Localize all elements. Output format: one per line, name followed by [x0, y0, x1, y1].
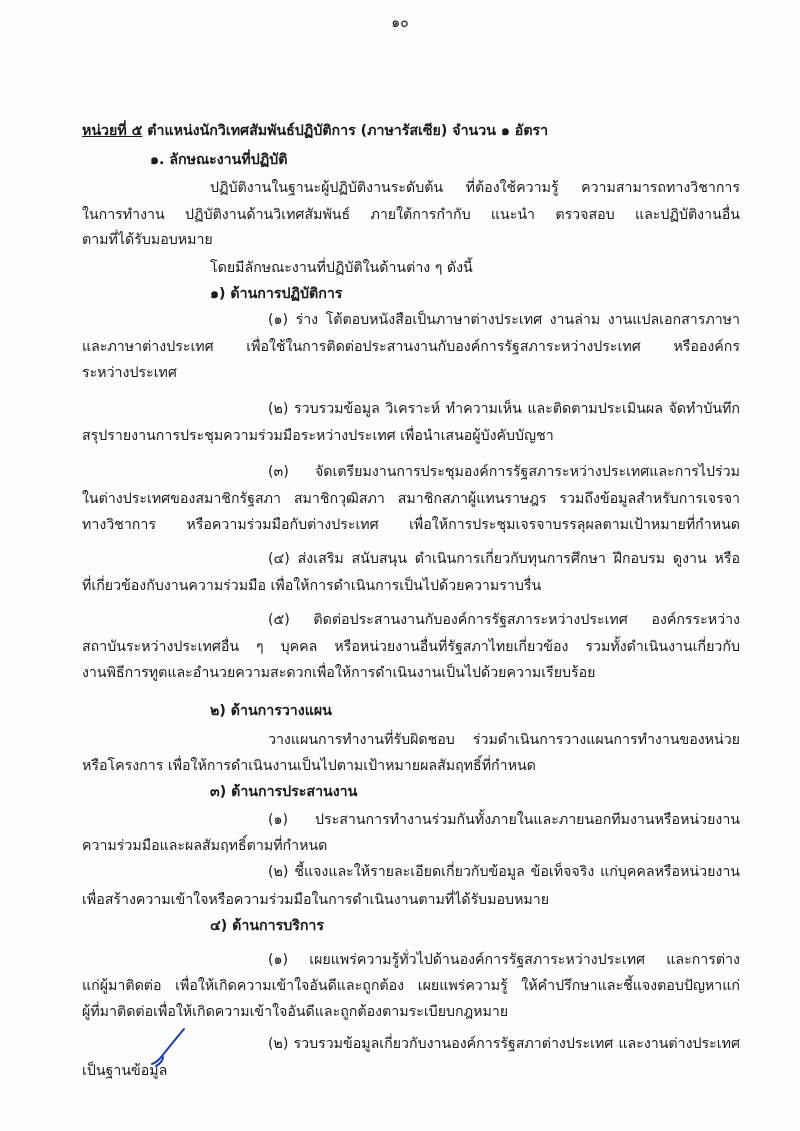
subsection-heading: ๒) ด้านการวางแผน: [210, 703, 332, 719]
subsection-heading: ๑) ด้านการปฏิบัติการ: [210, 286, 343, 302]
signature-mark: [150, 1026, 190, 1068]
text-line: (๑) เผยแพร่ความรู้ทั่วไปด้านองค์การรัฐสภาระหว่างประเทศ และการต่าง: [268, 952, 740, 968]
text-line: วางแผนการทำงานที่รับผิดชอบ ร่วมดำเนินการวางแผนการทำงานของหน่วย: [268, 732, 740, 748]
text-line: ตามที่ได้รับมอบหมาย: [82, 232, 213, 248]
text-line: ความร่วมมือและผลสัมฤทธิ์ตามที่กำหนด: [82, 838, 328, 854]
text-line: ผู้ที่มาติดต่อเพื่อให้เกิดความเข้าใจอันดีและถูกต้องตามระเบียบกฎหมาย: [82, 1004, 509, 1020]
text-line: หรือโครงการ เพื่อให้การดำเนินงานเป็นไปตามเป้าหมายผลสัมฤทธิ์ที่กำหนด: [82, 758, 536, 774]
text-line: (๑) ประสานการทำงานร่วมกันทั้งภายในและภายนอกทีมงานหรือหน่วยงาน: [268, 812, 740, 828]
text-line: งานพิธีการทูตและอำนวยความสะดวกเพื่อให้การดำเนินงานเป็นไปด้วยความเรียบร้อย: [82, 665, 596, 681]
text-line: และภาษาต่างประเทศ เพื่อใช้ในการติดต่อประสานงานกับองค์การรัฐสภาระหว่างประเทศ หรือองค์กร: [82, 339, 740, 355]
position-title: ตำแหน่งนักวิเทศสัมพันธ์ปฏิบัติการ (ภาษารัสเซีย) จำนวน ๑ อัตรา: [142, 123, 549, 139]
text-line: โดยมีลักษณะงานที่ปฏิบัติในด้านต่าง ๆ ดังนี้: [210, 260, 473, 276]
subsection-heading: ๓) ด้านการประสานงาน: [210, 784, 358, 800]
text-line: (๒) รวบรวมข้อมูลเกี่ยวกับงานองค์การรัฐสภาต่างประเทศ และงานต่างประเทศ: [268, 1036, 740, 1052]
text-line: สรุปรายงานการประชุมความร่วมมือระหว่างประเทศ เพื่อนำเสนอผู้บังคับบัญชา: [82, 428, 554, 444]
text-line: ระหว่างประเทศ: [82, 365, 177, 381]
page-number: ๑๐: [391, 15, 409, 31]
text-line: เป็นฐานข้อมูล: [82, 1063, 168, 1079]
text-line: (๒) ชี้แจงและให้รายละเอียดเกี่ยวกับข้อมูล ข้อเท็จจริง แก่บุคคลหรือหน่วยงาน: [268, 864, 740, 880]
text-line: ปฏิบัติงานในฐานะผู้ปฏิบัติงานระดับต้น ที่ต้องใช้ความรู้ ความสามารถทางวิชาการ: [210, 180, 740, 196]
text-line: (๒) รวบรวมข้อมูล วิเคราะห์ ทำความเห็น และติดตามประเมินผล จัดทำบันทึก: [268, 401, 740, 417]
text-line: ในต่างประเทศของสมาชิกรัฐสภา สมาชิกวุฒิสภา สมาชิกสภาผู้แทนราษฎร รวมถึงข้อมูลสำหรับการเจรจา: [82, 491, 740, 507]
text-line: แก่ผู้มาติดต่อ เพื่อให้เกิดความเข้าใจอันดีและถูกต้อง เผยแพร่ความรู้ ให้คำปรึกษาและชี้แจงตอบปัญหาแก่: [82, 978, 740, 994]
text-line: (๓) จัดเตรียมงานการประชุมองค์การรัฐสภาระหว่างประเทศและการไปร่วม: [268, 464, 740, 480]
text-line: ที่เกี่ยวข้องกับงานความร่วมมือ เพื่อให้การดำเนินการเป็นไปด้วยความราบรื่น: [82, 578, 542, 594]
subsection-heading: ๑. ลักษณะงานที่ปฏิบัติ: [150, 152, 288, 168]
section-heading: [82, 120, 548, 142]
unit-label: หน่วยที่ ๕: [82, 123, 143, 139]
subsection-heading: ๔) ด้านการบริการ: [210, 918, 325, 934]
text-line: (๕) ติดต่อประสานงานกับองค์การรัฐสภาระหว่างประเทศ องค์กรระหว่าง: [268, 612, 740, 628]
text-line: (๑) ร่าง โต้ตอบหนังสือเป็นภาษาต่างประเทศ งานล่าม งานแปลเอกสารภาษา: [268, 312, 740, 328]
text-line: สถาบันระหว่างประเทศอื่น ๆ บุคคล หรือหน่วยงานอื่นที่รัฐสภาไทยเกี่ยวข้อง รวมทั้งดำเนินงานเกี่ยวกับ: [82, 639, 740, 655]
text-line: ทางวิชาการ หรือความร่วมมือกับต่างประเทศ เพื่อให้การประชุมเจรจาบรรลุผลตามเป้าหมายที่กำหนด: [82, 517, 740, 533]
text-line: เพื่อสร้างความเข้าใจหรือความร่วมมือในการดำเนินงานตามที่ได้รับมอบหมาย: [82, 892, 550, 908]
text-line: ในการทำงาน ปฏิบัติงานด้านวิเทศสัมพันธ์ ภายใต้การกำกับ แนะนำ ตรวจสอบ และปฏิบัติงานอื่น: [82, 207, 740, 223]
text-line: (๔) ส่งเสริม สนับสนุน ดำเนินการเกี่ยวกับทุนการศึกษา ฝึกอบรม ดูงาน หรือ: [268, 551, 740, 567]
